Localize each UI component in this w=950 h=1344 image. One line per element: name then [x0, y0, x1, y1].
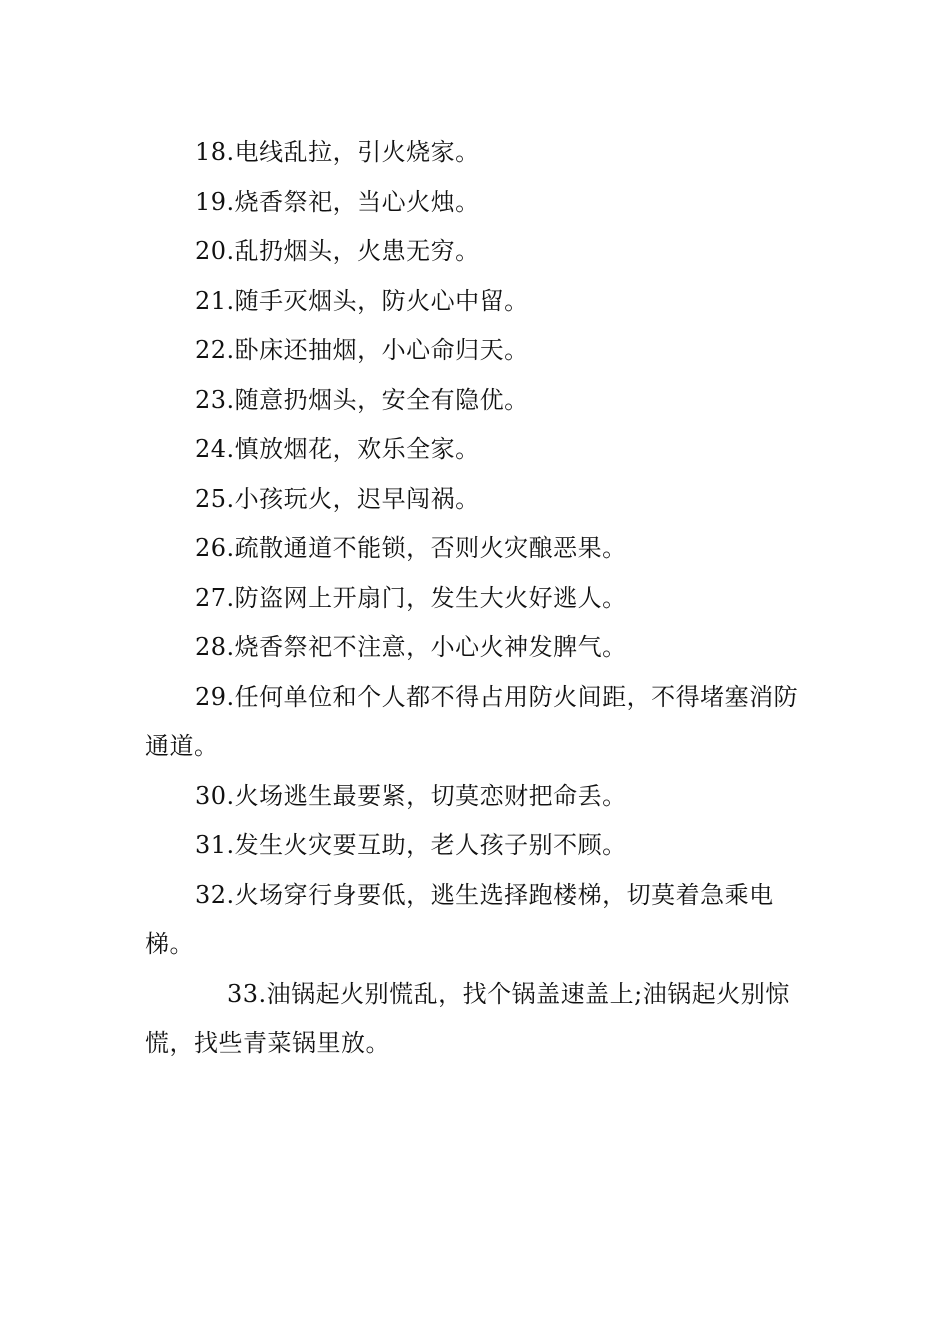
paragraph-20: 20.乱扔烟头，火患无穷。: [195, 237, 480, 265]
paragraph-31: 31.发生火灾要互助，老人孩子别不顾。: [195, 831, 627, 859]
paragraph-32: 32.火场穿行身要低，逃生选择跑楼梯，切莫着急乘电梯。: [145, 880, 774, 958]
paragraph-25: 25.小孩玩火，迟早闯祸。: [195, 484, 480, 513]
document-body: [145, 128, 810, 1069]
paragraph-21: 21.随手灭烟头，防火心中留。: [195, 286, 529, 315]
paragraph-30: 30.火场逃生最要紧，切莫恋财把命丢。: [195, 781, 627, 810]
paragraph-22: 22.卧床还抽烟，小心命归天。: [195, 336, 529, 364]
paragraph-27: 27.防盗网上开扇门，发生大火好逃人。: [195, 583, 627, 612]
paragraph-26: 26.疏散通道不能锁，否则火灾酿恶果。: [195, 534, 627, 562]
paragraph-23: 23.随意扔烟头，安全有隐优。: [195, 385, 529, 414]
paragraph-28: 28.烧香祭祀不注意，小心火神发脾气。: [195, 633, 627, 661]
paragraph-18: 18.电线乱拉，引火烧家。: [195, 138, 480, 166]
paragraph-24: 24.慎放烟花，欢乐全家。: [195, 435, 480, 463]
paragraph-33: 33.油锅起火别慌乱，找个锅盖速盖上;油锅起火别惊慌，找些青菜锅里放。: [145, 979, 790, 1057]
paragraph-19: 19.烧香祭祀，当心火烛。: [195, 187, 480, 216]
paragraph-29: 29.任何单位和个人都不得占用防火间距，不得堵塞消防通道。: [145, 682, 799, 760]
